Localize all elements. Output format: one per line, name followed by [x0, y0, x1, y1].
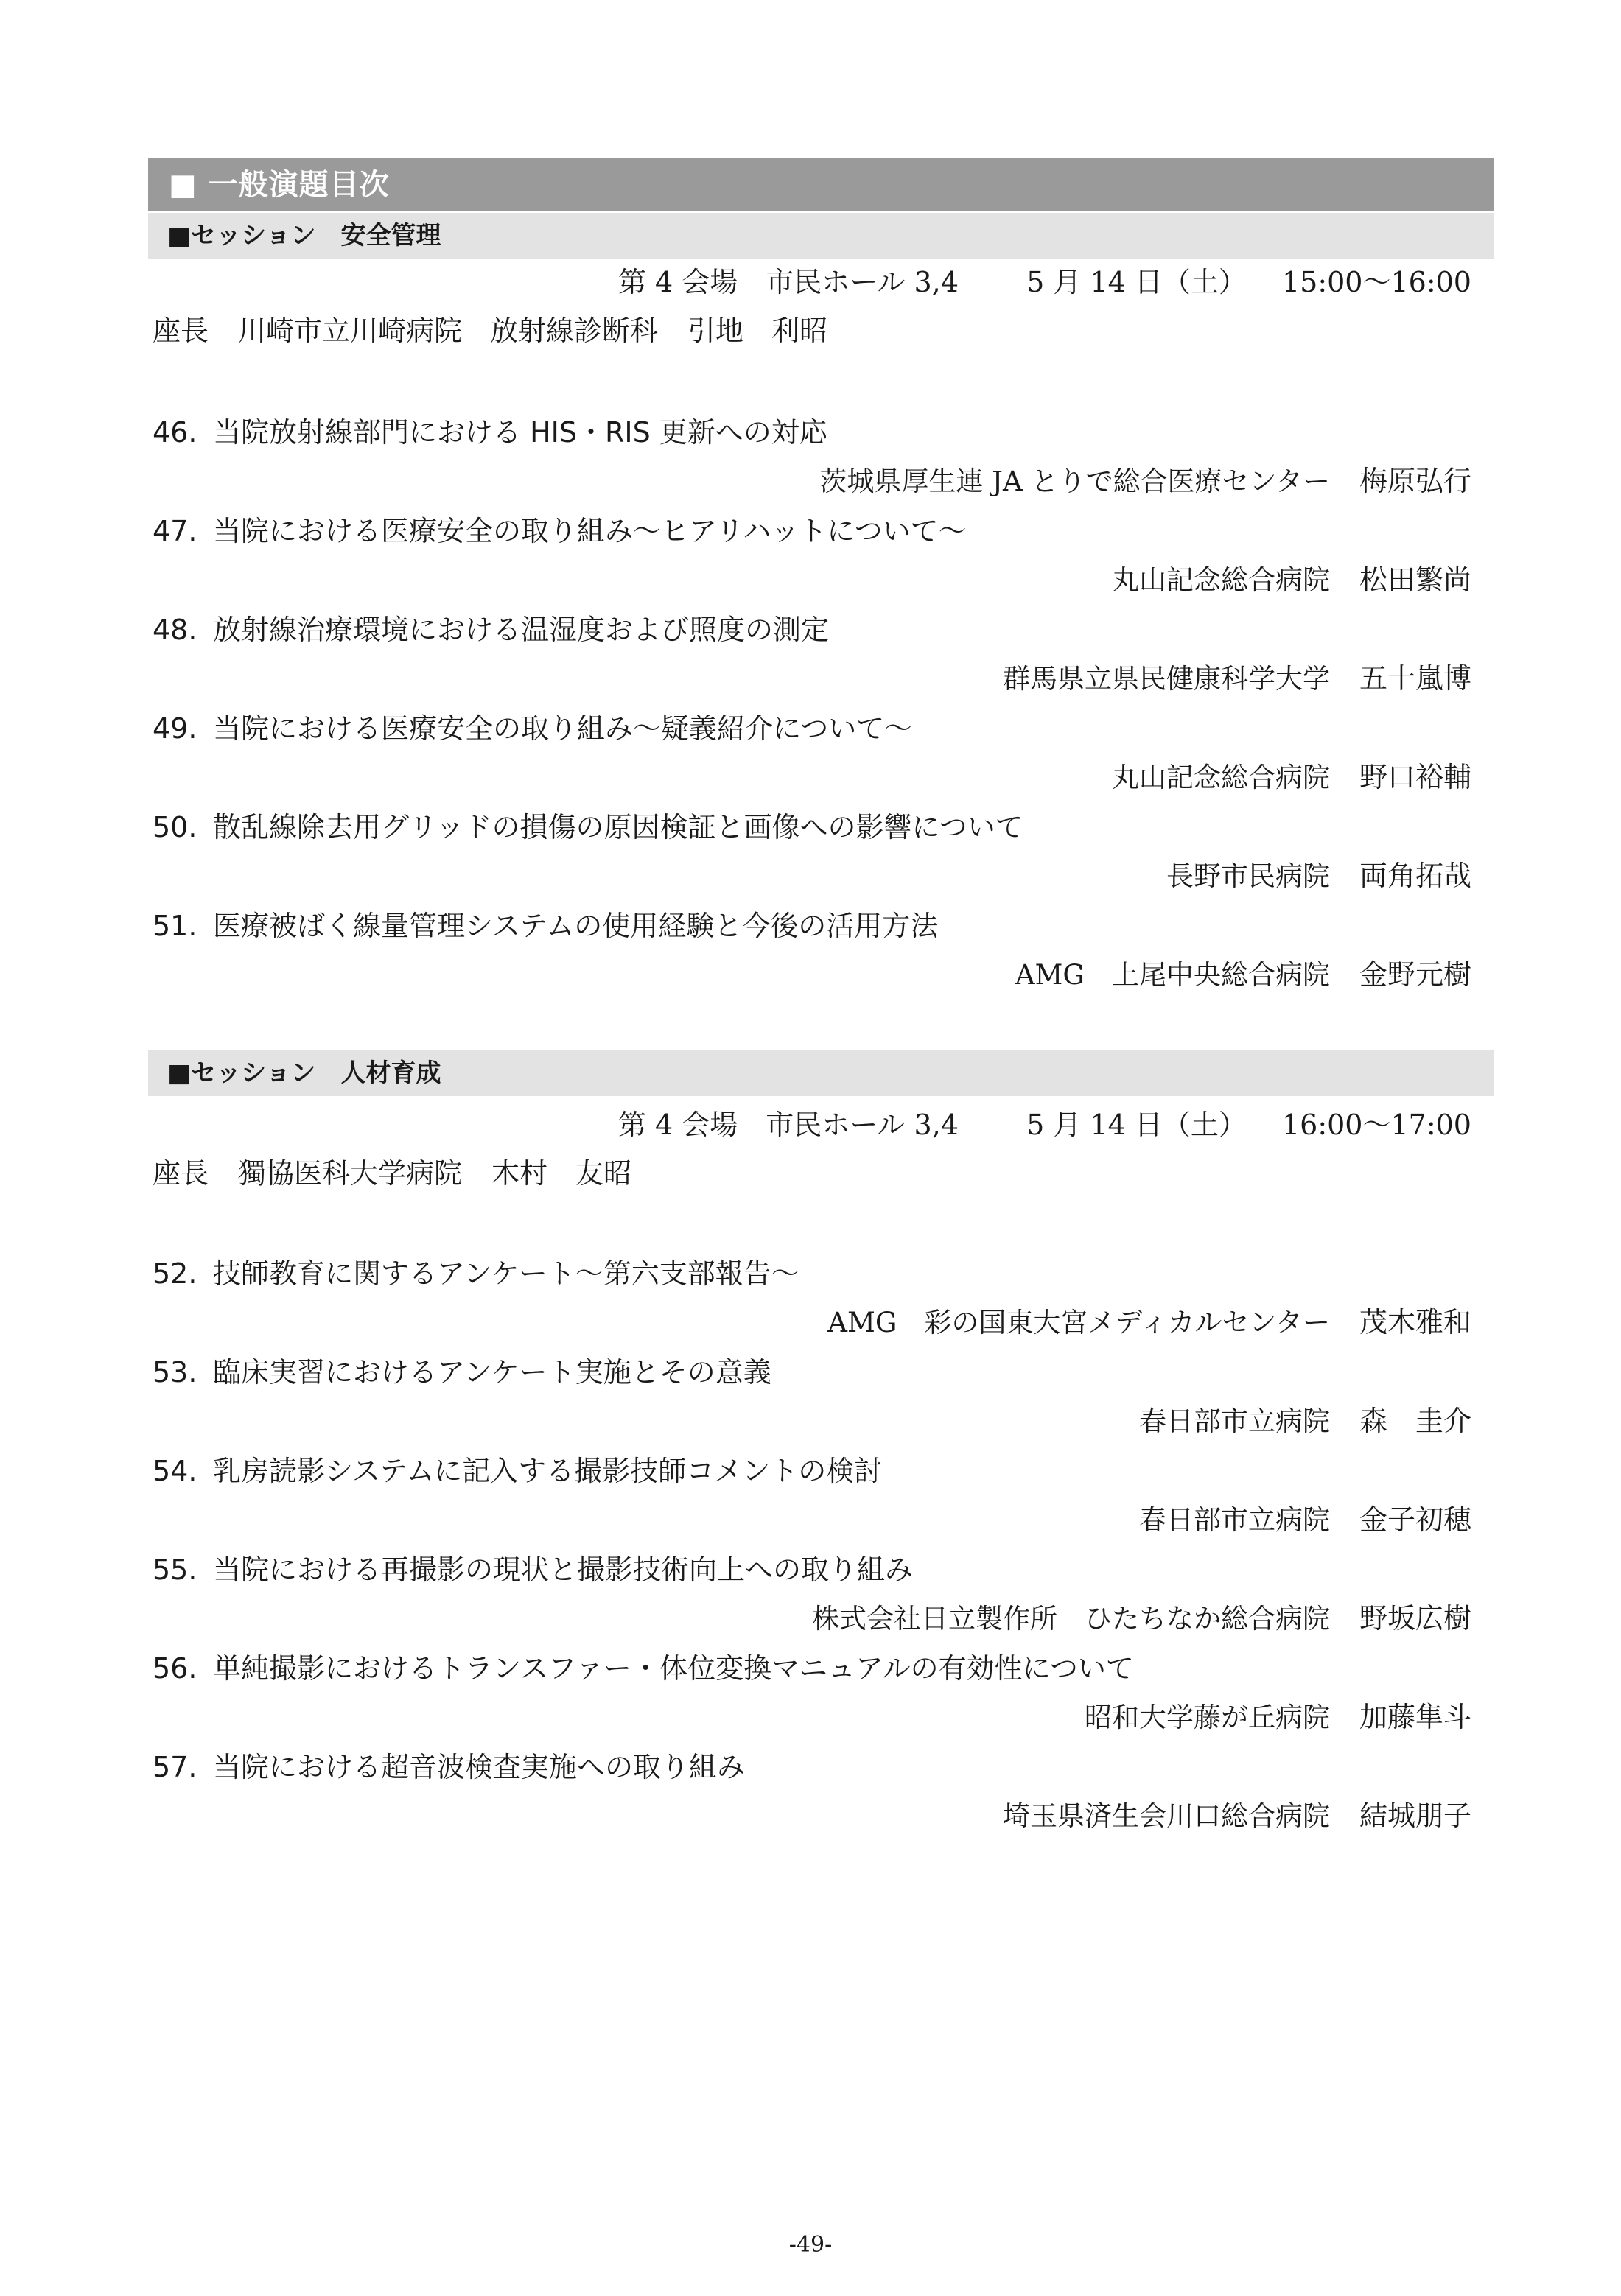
talk-title [153, 706, 912, 746]
affiliation-name: 長野市民病院 [1166, 860, 1330, 892]
talk-title-text: 医療被ばく線量管理システムの使用経験と今後の活用方法 [213, 910, 939, 942]
talk-title [153, 1251, 799, 1291]
talk-title-text: 当院における医療安全の取り組み〜疑義紹介について〜 [213, 712, 913, 745]
session-time: 16:00〜17:00 [1281, 1109, 1471, 1141]
session-title: ■セッション 人材育成 [148, 1050, 1494, 1096]
talk-title-text: 単純撮影におけるトランスファー・体位変換マニュアルの有効性について [213, 1652, 1134, 1685]
chair-org: 川崎市立川崎病院 放射線診断科 [238, 315, 659, 347]
chair-label: 座長 [153, 1157, 209, 1190]
session-venue-line [618, 259, 1471, 300]
session-date: 5 月 14 日（土） [1026, 266, 1247, 298]
talk-title [153, 1349, 771, 1390]
talk-title [153, 1744, 745, 1785]
chair-label: 座長 [153, 315, 209, 347]
speaker-name: 野口裕輔 [1359, 761, 1471, 793]
talk-title [153, 903, 938, 944]
talk-affiliation [1166, 853, 1471, 894]
talk-number: 46. [153, 416, 197, 449]
talk-title [153, 607, 829, 647]
talk-number: 49. [153, 712, 197, 745]
talk-title-text: 臨床実習におけるアンケート実施とその意義 [213, 1356, 771, 1389]
talk-affiliation [1112, 557, 1471, 597]
speaker-name: 金子初穂 [1359, 1503, 1471, 1536]
speaker-name: 加藤隼斗 [1359, 1701, 1471, 1733]
page-header: ■ 一般演題目次 [148, 158, 1494, 211]
talk-title-text: 乳房読影システムに記入する撮影技師コメントの検討 [213, 1455, 883, 1487]
session-venue-line [618, 1102, 1471, 1142]
affiliation-name: 群馬県立県民健康科学大学 [1002, 663, 1330, 695]
speaker-name: 結城朋子 [1359, 1800, 1471, 1832]
chair-name: 木村 友昭 [491, 1157, 632, 1190]
talk-title-text: 散乱線除去用グリッドの損傷の原因検証と画像への影響について [213, 811, 1023, 843]
talk-affiliation [1003, 656, 1471, 696]
talk-affiliation [1015, 952, 1471, 992]
session-title: ■セッション 安全管理 [148, 213, 1494, 259]
talk-affiliation [1085, 1694, 1471, 1735]
talk-title-text: 技師教育に関するアンケート〜第六支部報告〜 [213, 1257, 799, 1290]
talk-title [153, 1448, 882, 1489]
affiliation-name: 春日部市立病院 [1138, 1405, 1330, 1437]
session-time: 15:00〜16:00 [1281, 266, 1471, 298]
talk-title-text: 当院における超音波検査実施への取り組み [213, 1751, 746, 1783]
talk-number: 56. [153, 1652, 197, 1685]
talk-title [153, 804, 1023, 845]
speaker-name: 両角拓哉 [1359, 860, 1471, 892]
venue: 第 4 会場 市民ホール 3,4 [617, 1109, 959, 1141]
talk-affiliation [819, 458, 1471, 499]
talk-number: 53. [153, 1356, 197, 1389]
talk-title-text: 当院における医療安全の取り組み〜ヒアリハットについて〜 [213, 515, 967, 547]
affiliation-name: AMG 彩の国東大宮メディカルセンター [827, 1307, 1330, 1338]
talk-affiliation [1139, 1398, 1471, 1439]
talk-number: 57. [153, 1751, 197, 1783]
talk-number: 51. [153, 910, 197, 942]
talk-title-text: 放射線治療環境における温湿度および照度の測定 [213, 614, 830, 646]
affiliation-name: 丸山記念総合病院 [1111, 564, 1330, 596]
speaker-name: 金野元樹 [1359, 958, 1471, 991]
speaker-name: 森 圭介 [1359, 1405, 1471, 1437]
speaker-name: 松田繁尚 [1359, 564, 1471, 596]
venue: 第 4 会場 市民ホール 3,4 [617, 266, 959, 298]
page-number: -49- [788, 2232, 833, 2258]
talk-number: 50. [153, 811, 197, 843]
talk-affiliation [1139, 1497, 1471, 1537]
talk-title [153, 508, 967, 549]
chair-line [153, 1151, 631, 1191]
talk-affiliation [827, 1299, 1471, 1340]
speaker-name: 五十嵐博 [1359, 662, 1471, 695]
affiliation-name: 丸山記念総合病院 [1111, 762, 1330, 793]
affiliation-name: 春日部市立病院 [1138, 1504, 1330, 1536]
chair-name: 引地 利昭 [687, 315, 828, 347]
speaker-name: 茂木雅和 [1359, 1306, 1471, 1338]
talk-title [153, 1646, 1134, 1686]
affiliation-name: 茨城県厚生連 JA とりで総合医療センター [819, 466, 1330, 497]
chair-org: 獨協医科大学病院 [238, 1157, 463, 1190]
affiliation-name: 昭和大学藤が丘病院 [1084, 1702, 1330, 1733]
talk-number: 47. [153, 515, 197, 547]
speaker-name: 野坂広樹 [1359, 1602, 1471, 1635]
talk-title-text: 当院放射線部門における HIS・RIS 更新への対応 [213, 416, 827, 449]
talk-title [153, 1547, 913, 1587]
talk-number: 48. [153, 614, 197, 646]
session-date: 5 月 14 日（土） [1026, 1109, 1247, 1141]
chair-line [153, 308, 827, 348]
talk-affiliation [1003, 1793, 1471, 1833]
talk-number: 54. [153, 1455, 197, 1487]
affiliation-name: 埼玉県済生会川口総合病院 [1002, 1800, 1330, 1832]
talk-number: 55. [153, 1554, 197, 1586]
affiliation-name: AMG 上尾中央総合病院 [1015, 959, 1330, 991]
talk-number: 52. [153, 1257, 197, 1290]
talk-title [153, 410, 827, 450]
talk-affiliation [812, 1595, 1471, 1636]
talk-title-text: 当院における再撮影の現状と撮影技術向上への取り組み [213, 1554, 914, 1586]
affiliation-name: 株式会社日立製作所 ひたちなか総合病院 [811, 1603, 1330, 1635]
speaker-name: 梅原弘行 [1359, 465, 1471, 497]
talk-affiliation [1112, 754, 1471, 795]
